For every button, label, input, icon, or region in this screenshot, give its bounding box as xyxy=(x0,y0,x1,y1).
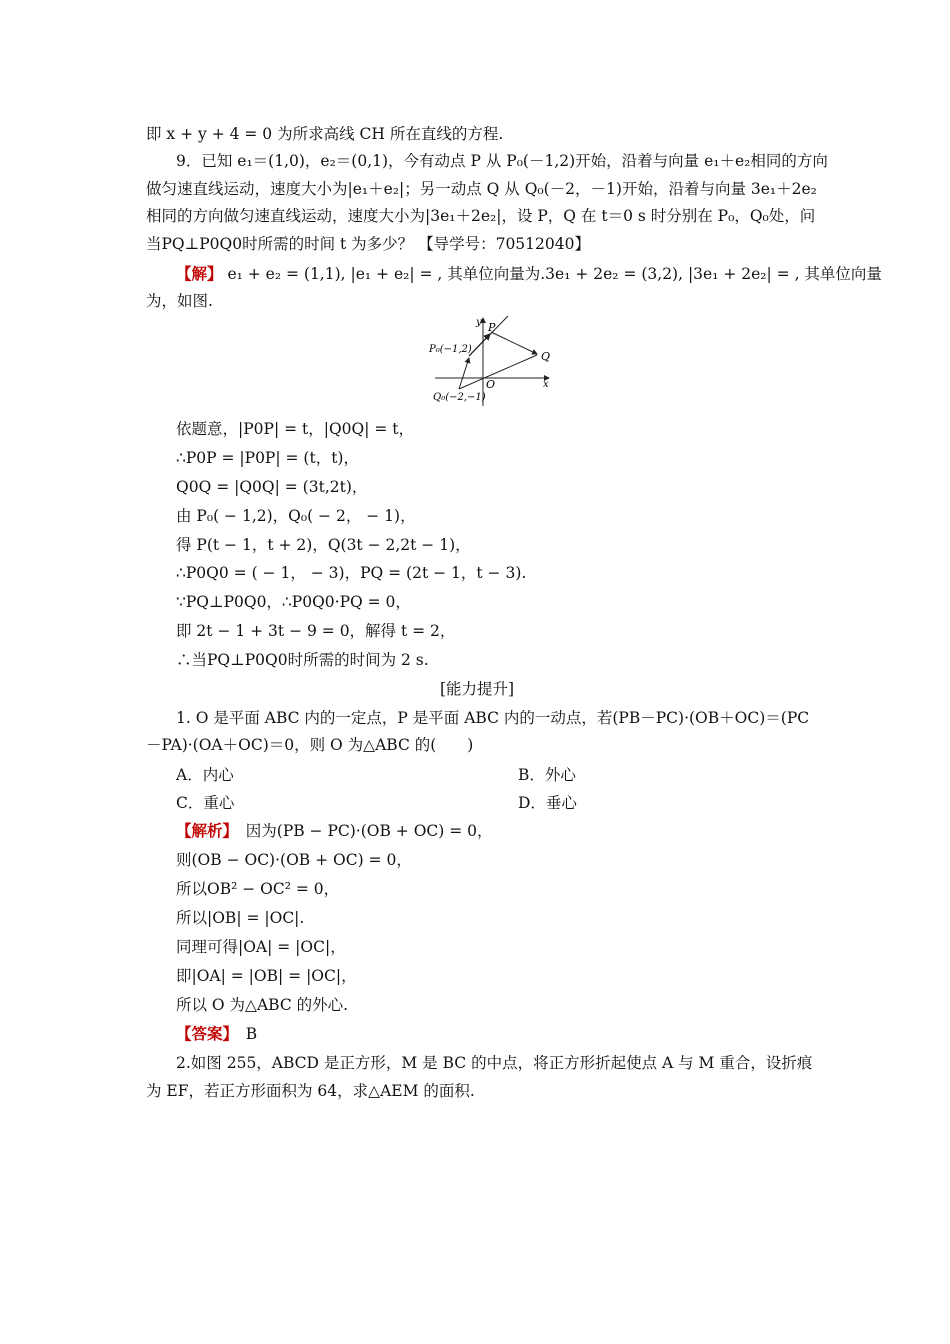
analysis-text: 因为(PB − PC)·(OB + OC) = 0， xyxy=(230,822,493,840)
analysis-line: 所以 O 为△ABC 的外心. xyxy=(176,996,349,1014)
solution-step: 由 P₀( − 1,2)，Q₀( − 2， − 1)， xyxy=(176,507,416,525)
solution-step: ∴当PQ⊥P0Q0时所需的时间为 2 s. xyxy=(176,651,429,669)
vector-pq xyxy=(491,332,537,354)
vector-q0p0 xyxy=(459,358,469,389)
point-q0-label: Q₀(−2,−1) xyxy=(433,392,486,403)
solution-step: 依题意，|P0P| = t，|Q0Q| = t， xyxy=(176,420,415,438)
y-label: y xyxy=(476,317,482,328)
solution-line: 为，如图. xyxy=(146,292,213,310)
question-1-line: 1. O 是平面 ABC 内的一定点，P 是平面 ABC 内的一动点，若(PB－PC)·(OB＋OC)＝(PC xyxy=(176,709,810,727)
x-label: x xyxy=(543,379,549,390)
analysis-line: 所以OB² − OC² = 0， xyxy=(176,880,340,898)
vector-q0q xyxy=(459,355,537,389)
solution-text: e₁ + e₂ = (1,1), |e₁ + e₂| = , 其单位向量为.3e₁ + 2e₂ = (3,2), |3e₁ + 2e₂| = , 其单位向量 xyxy=(222,265,882,283)
solution-step: ∵PQ⊥P0Q0，∴P0Q0·PQ = 0， xyxy=(176,593,411,611)
question-1-line: －PA)·(OA＋OC)＝0，则 O 为△ABC 的( ) xyxy=(146,736,474,754)
option-b: B．外心 xyxy=(518,766,576,784)
problem-9-line: 做匀速直线运动，速度大小为|e₁＋e₂|；另一动点 Q 从 Q₀(－2，－1)开始，沿着与向量 3e₁＋2e₂ xyxy=(146,180,817,198)
question-2-line: 为 EF，若正方形面积为 64，求△AEM 的面积. xyxy=(146,1082,475,1100)
analysis-line: 则(OB − OC)·(OB + OC) = 0， xyxy=(176,851,412,869)
option-d: D．垂心 xyxy=(518,794,577,812)
answer-text: B xyxy=(230,1025,258,1043)
solution-step: 得 P(t − 1，t + 2)，Q(3t − 2,2t − 1)， xyxy=(176,536,471,554)
problem-9-line: 相同的方向做匀速直线运动，速度大小为|3e₁＋2e₂|，设 P，Q 在 t＝0 s 时分别在 P₀，Q₀处，问 xyxy=(146,207,816,225)
point-p-label: P xyxy=(488,321,496,334)
origin-label: O xyxy=(486,378,496,391)
option-c: C．重心 xyxy=(176,794,235,812)
problem-9-line: 当PQ⊥P0Q0时所需的时间 t 为多少？ 【导学号：70512040】 xyxy=(146,235,590,253)
problem-9-line: 9．已知 e₁＝(1,0)，e₂＝(0,1)，今有动点 P 从 P₀(－1,2)开始，沿着与向量 e₁＋e₂相同的方向 xyxy=(176,152,828,170)
analysis-line xyxy=(176,821,808,841)
solution-step: Q0Q = |Q0Q| = (3t,2t)， xyxy=(176,478,368,496)
solution-step: ∴P0P = |P0P| = (t，t)， xyxy=(176,449,359,467)
analysis-line: 即|OA| = |OB| = |OC|， xyxy=(176,967,357,985)
question-2-line: 2.如图 255，ABCD 是正方形，M 是 BC 的中点，将正方形折起使点 A 与 M 重合，设折痕 xyxy=(176,1054,813,1072)
analysis-tag: 【解析】 xyxy=(176,821,231,840)
section-heading: [能力提升] xyxy=(439,680,515,698)
analysis-line: 同理可得|OA| = |OC|， xyxy=(176,938,346,956)
solution-step: 即 2t − 1 + 3t − 9 = 0，解得 t = 2， xyxy=(176,622,456,640)
vector-figure xyxy=(425,312,560,408)
point-p0-label: P₀(−1,2) xyxy=(429,344,472,355)
vector-p0p xyxy=(469,334,490,356)
analysis-line: 所以|OB| = |OC|. xyxy=(176,909,305,927)
text-line: 即 x + y + 4 = 0 为所求高线 CH 所在直线的方程. xyxy=(146,125,504,143)
answer-line xyxy=(176,1024,808,1044)
point-q-label: Q xyxy=(541,350,551,363)
option-a: A．内心 xyxy=(176,766,234,784)
solution-line xyxy=(176,264,882,284)
answer-tag: 【答案】 xyxy=(176,1024,231,1043)
coordinate-diagram xyxy=(425,312,560,408)
solution-tag: 【解】 xyxy=(176,264,223,283)
solution-step: ∴P0Q0 = ( − 1， − 3)，PQ = (2t − 1，t − 3). xyxy=(176,564,527,582)
